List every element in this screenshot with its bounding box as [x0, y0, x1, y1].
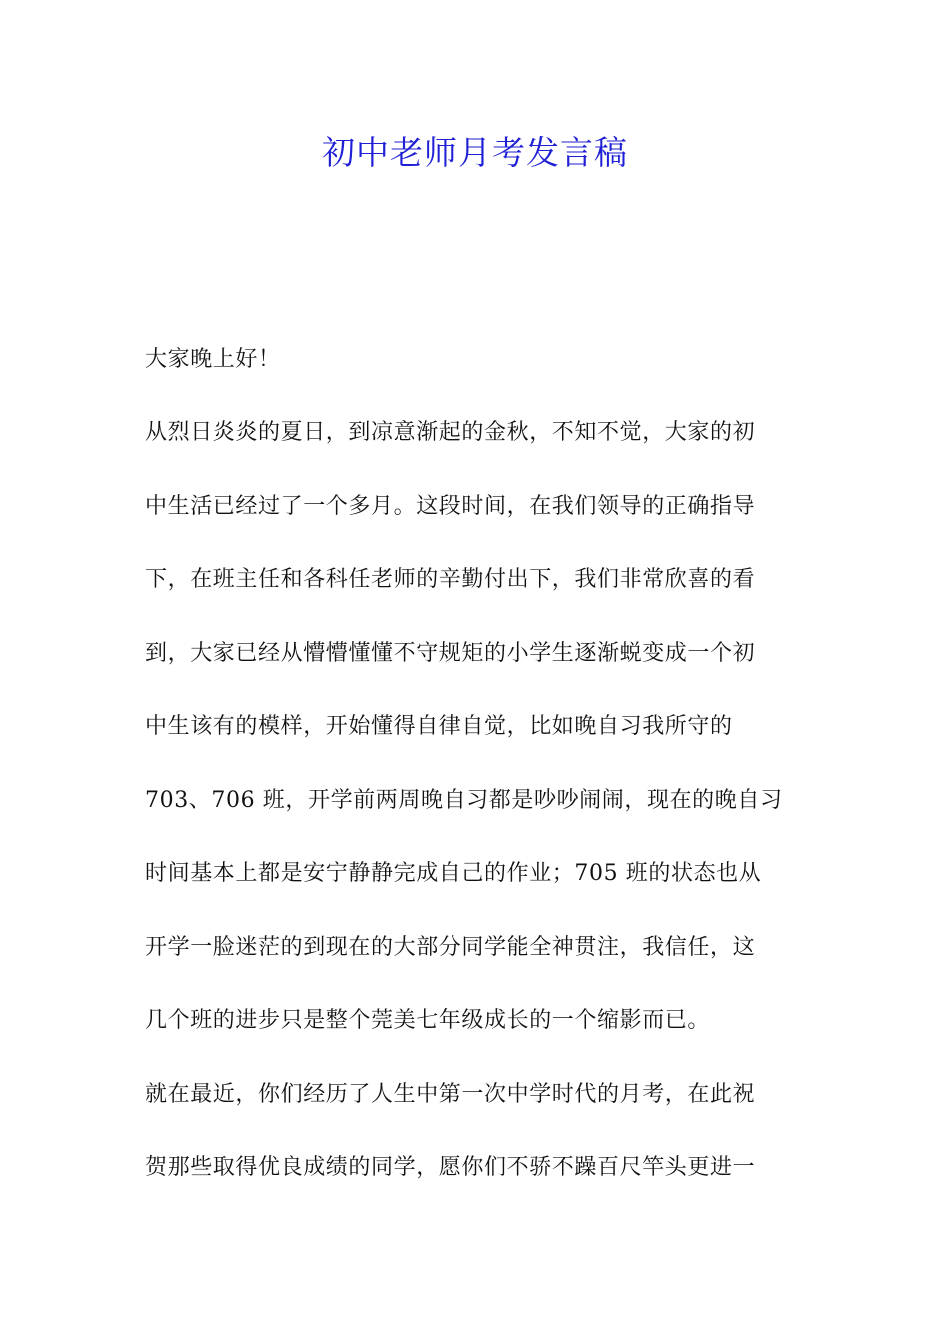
paragraph-line: 下，在班主任和各科任老师的辛勤付出下，我们非常欣喜的看	[145, 567, 756, 592]
paragraph-line: 就在最近，你们经历了人生中第一次中学时代的月考，在此祝	[145, 1081, 756, 1107]
paragraph-line: 几个班的进步只是整个莞美七年级成长的一个缩影而已。	[145, 1008, 711, 1033]
paragraph-line: 时间基本上都是安宁静静完成自己的作业；705 班的状态也从	[145, 861, 762, 886]
paragraph-line: 到，大家已经从懵懵懂懂不守规矩的小学生逐渐蜕变成一个初	[145, 640, 756, 666]
document-body	[145, 337, 810, 1219]
paragraph-2	[145, 1072, 810, 1219]
greeting-line: 大家晚上好！	[145, 347, 281, 372]
paragraph-line: 中生活已经过了一个多月。这段时间，在我们领导的正确指导	[145, 493, 756, 519]
paragraph-1	[145, 410, 810, 1072]
greeting-paragraph	[145, 337, 810, 410]
paragraph-line: 中生该有的模样，开始懂得自律自觉，比如晚自习我所守的	[145, 714, 733, 739]
paragraph-line: 703、706 班，开学前两周晚自习都是吵吵闹闹，现在的晚自习	[145, 787, 783, 813]
document-title: 初中老师月考发言稿	[322, 133, 628, 172]
paragraph-line: 开学一脸迷茫的到现在的大部分同学能全神贯注，我信任，这	[145, 934, 756, 960]
paragraph-line: 贺那些取得优良成绩的同学，愿你们不骄不躁百尺竿头更进一	[145, 1155, 756, 1180]
paragraph-line: 从烈日炎炎的夏日，到凉意渐起的金秋，不知不觉，大家的初	[145, 420, 756, 445]
